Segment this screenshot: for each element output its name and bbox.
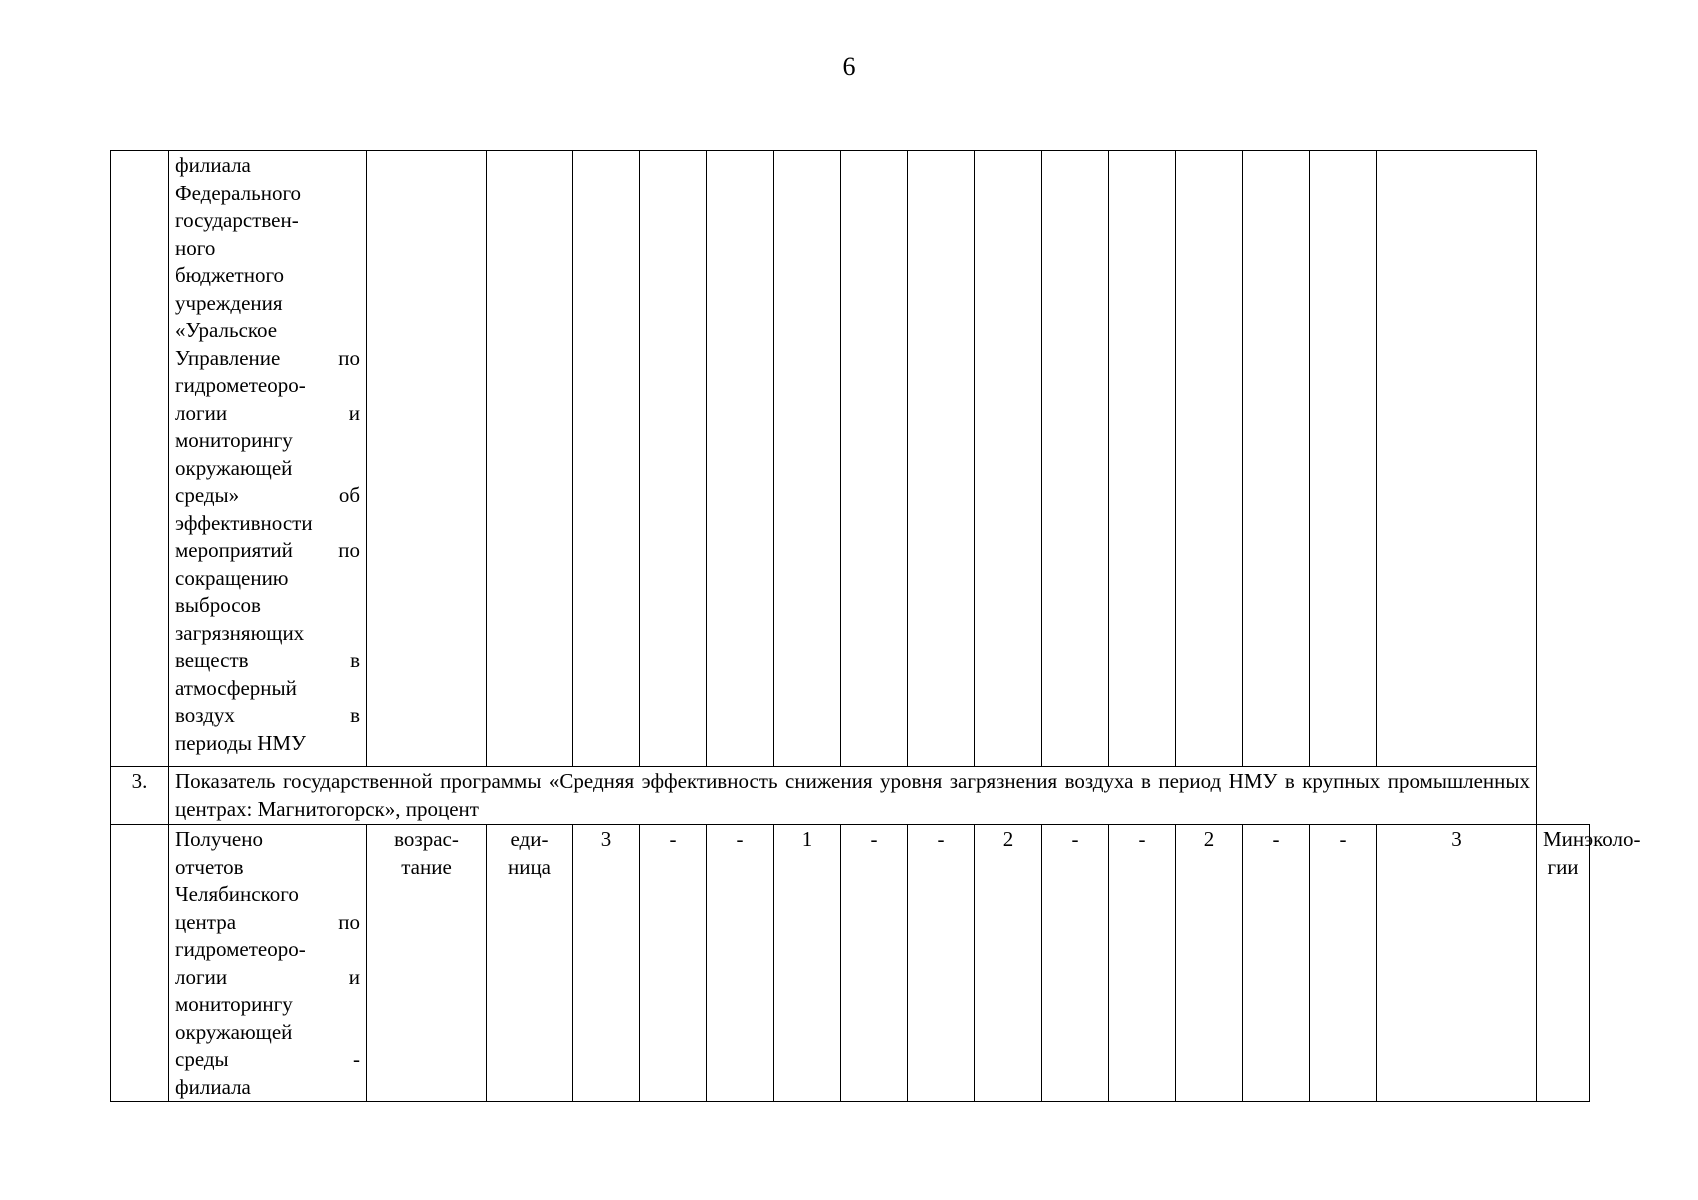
row-number-cell <box>111 151 169 767</box>
empty-cell <box>841 151 908 767</box>
value-cell: 3 <box>573 825 640 1102</box>
unit-cell: еди- ница <box>487 825 573 1102</box>
empty-cell <box>1310 151 1377 767</box>
table-row-indicator <box>111 825 1590 1102</box>
trend-cell: возрас- тание <box>367 825 487 1102</box>
empty-cell <box>975 151 1042 767</box>
value-cell: 2 <box>975 825 1042 1102</box>
value-cell: - <box>1310 825 1377 1102</box>
empty-cell <box>1042 151 1109 767</box>
value-cell: - <box>1243 825 1310 1102</box>
value-cell: - <box>908 825 975 1102</box>
section-number: 3. <box>111 767 169 825</box>
indicators-table <box>110 150 1641 1102</box>
table-row-section-header <box>111 767 1590 825</box>
value-cell: 1 <box>774 825 841 1102</box>
row-number-cell <box>111 825 169 1102</box>
responsible-cell: Минэколо- гии <box>1537 825 1590 1102</box>
section-title: Показатель государственной программы «Средняя эффективность снижения уровня загрязнения воздуха в период НМУ в крупных промышленных центрах: Магнитогорск», процент <box>169 767 1537 825</box>
empty-cell <box>1377 151 1537 767</box>
value-cell: 2 <box>1176 825 1243 1102</box>
empty-cell <box>367 151 487 767</box>
value-cell: - <box>1109 825 1176 1102</box>
value-cell: - <box>707 825 774 1102</box>
empty-cell <box>1176 151 1243 767</box>
indicator-description-cell: филиала Федерального государствен- ного бюджетного учреждения «Уральское Управление по гидрометеоро- логии и мониторингу окружающей среды» об эффективности мероприятий по сокращению выбросов загрязняющих веществ в атмосферный воздух в периоды НМУ <box>169 151 367 767</box>
table-row-continuation <box>111 151 1590 767</box>
indicator-description-cell: Получено отчетов Челябинского центра по гидрометеоро- логии и мониторингу окружающей среды - филиала <box>169 825 367 1102</box>
empty-cell <box>1109 151 1176 767</box>
empty-cell <box>640 151 707 767</box>
empty-cell <box>487 151 573 767</box>
value-cell: - <box>640 825 707 1102</box>
empty-cell <box>774 151 841 767</box>
value-cell: 3 <box>1377 825 1537 1102</box>
empty-cell <box>573 151 640 767</box>
page-number: 6 <box>842 52 856 81</box>
empty-cell <box>707 151 774 767</box>
value-cell: - <box>1042 825 1109 1102</box>
empty-cell <box>908 151 975 767</box>
value-cell: - <box>841 825 908 1102</box>
empty-cell <box>1243 151 1310 767</box>
